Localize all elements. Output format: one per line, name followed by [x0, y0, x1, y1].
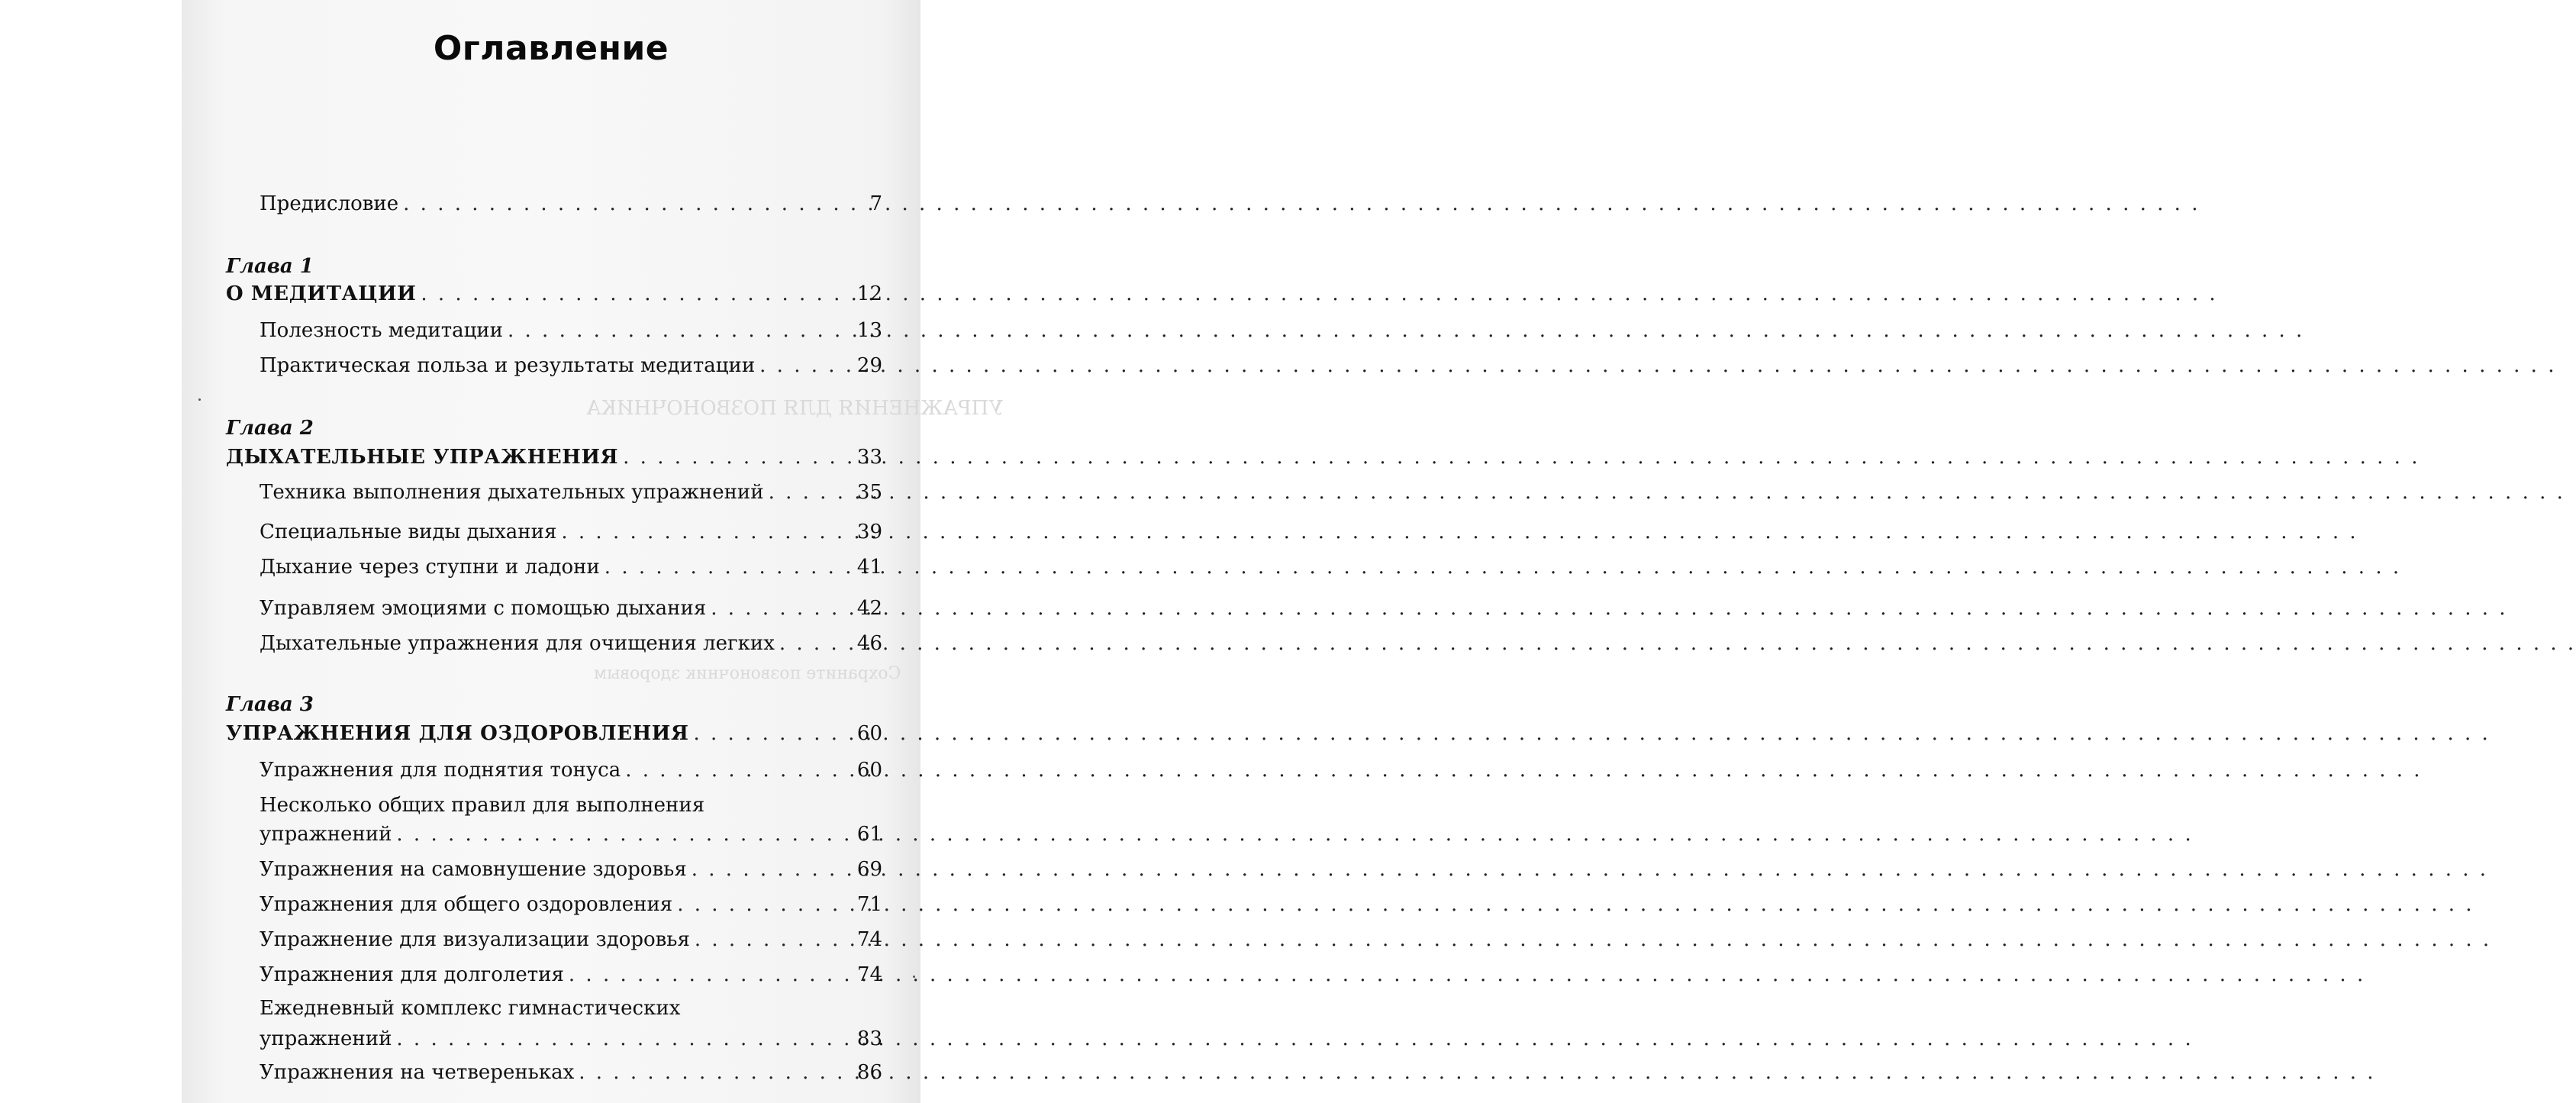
entry-page-number: 74: [856, 928, 882, 951]
chapter-title: ДЫХАТЕЛЬНЫЕ УПРАЖНЕНИЯ: [226, 446, 619, 469]
dot-leader: [692, 858, 853, 881]
dot-leader: [693, 722, 852, 745]
toc-entry[interactable]: [260, 823, 882, 846]
entry-label: Упражнения на самовнушение здоровья: [260, 858, 687, 881]
entry-page-number: 12: [856, 282, 882, 305]
entry-page-number: 74: [856, 963, 882, 986]
page-title: Оглавление: [433, 29, 669, 68]
entry-page-number: 7: [869, 192, 882, 215]
toc-entry-chapter-title[interactable]: [226, 446, 882, 469]
dot-leader: [396, 1027, 853, 1050]
toc-entry[interactable]: [260, 556, 882, 579]
toc-entry[interactable]: [260, 481, 882, 504]
chapter-heading: Глава 1: [226, 255, 314, 278]
chapter-heading: Глава 2: [226, 417, 314, 440]
dot-leader: [569, 963, 853, 986]
chapter-title: О МЕДИТАЦИИ: [226, 282, 417, 305]
entry-page-number: 42: [856, 597, 882, 620]
entry-page-number: 86: [856, 1061, 882, 1084]
entry-label: Упражнения для поднятия тонуса: [260, 759, 621, 782]
toc-entry[interactable]: [260, 928, 882, 951]
toc-entry[interactable]: [260, 1061, 882, 1084]
entry-label: Практическая польза и результаты медитации: [260, 354, 756, 377]
toc-entry[interactable]: [260, 354, 882, 377]
toc-entry[interactable]: [260, 759, 882, 782]
dot-leader: [561, 521, 853, 543]
toc-entry-preface[interactable]: [260, 192, 882, 215]
entry-label-line-1[interactable]: Несколько общих правил для выполнения: [260, 794, 705, 817]
dot-leader: [625, 759, 853, 782]
entry-label-line-2: упражнений: [260, 1027, 392, 1050]
book-page: [182, 0, 1004, 1103]
entry-page-number: 69: [856, 858, 882, 881]
toc-entry[interactable]: [260, 632, 882, 655]
entry-page-number: 35: [856, 481, 882, 504]
toc-entry[interactable]: [260, 319, 882, 342]
dot-leader: [677, 893, 853, 916]
toc-entry[interactable]: [260, 521, 882, 543]
entry-page-number: 41: [856, 556, 882, 579]
entry-label: Упражнения для долголетия: [260, 963, 564, 986]
entry-page-number: 13: [856, 319, 882, 342]
toc-entry-chapter-title[interactable]: [226, 282, 882, 305]
entry-label: Дыхание через ступни и ладони: [260, 556, 600, 579]
entry-label-line-1[interactable]: Ежедневный комплекс гимнастических: [260, 997, 681, 1020]
dot-leader: [508, 319, 853, 342]
bleed-through-text: УПРАЖНЕНИЯ ДЛЯ ПОЗВОНОЧНИКА: [586, 397, 1004, 420]
paper-speck: [198, 398, 201, 401]
entry-label: Дыхательные упражнения для очищения легких: [260, 632, 775, 655]
entry-page-number: 60: [856, 722, 882, 745]
entry-label: Полезность медитации: [260, 319, 503, 342]
dot-leader: [779, 632, 853, 655]
toc-entry[interactable]: [260, 1027, 882, 1050]
entry-label: Упражнения на четвереньках: [260, 1061, 575, 1084]
toc-entry[interactable]: [260, 597, 882, 620]
paper-speck: [913, 976, 915, 978]
toc-entry[interactable]: [260, 893, 882, 916]
entry-label: Специальные виды дыхания: [260, 521, 557, 543]
entry-page-number: 29: [856, 354, 882, 377]
dot-leader: [421, 282, 853, 305]
dot-leader: [769, 481, 853, 504]
dot-leader: [396, 823, 853, 846]
bleed-through-text: Сохраните позвоночник здоровым: [594, 664, 901, 683]
chapter-heading: Глава 3: [226, 693, 314, 716]
dot-leader: [623, 446, 853, 469]
entry-page-number: 61: [856, 823, 882, 846]
entry-label-line-2: упражнений: [260, 823, 392, 846]
dot-leader: [695, 928, 853, 951]
chapter-title: УПРАЖНЕНИЯ ДЛЯ ОЗДОРОВЛЕНИЯ: [226, 722, 689, 745]
toc-entry[interactable]: [260, 963, 882, 986]
toc-entry[interactable]: [260, 858, 882, 881]
entry-label: Техника выполнения дыхательных упражнений: [260, 481, 764, 504]
entry-page-number: 60: [856, 759, 882, 782]
dot-leader: [579, 1061, 853, 1084]
entry-page-number: 71: [856, 893, 882, 916]
dot-leader: [759, 354, 853, 377]
dot-leader: [605, 556, 853, 579]
dot-leader: [711, 597, 853, 620]
entry-label: Управляем эмоциями с помощью дыхания: [260, 597, 707, 620]
entry-label: Упражнение для визуализации здоровья: [260, 928, 690, 951]
entry-page-number: 39: [856, 521, 882, 543]
entry-page-number: 33: [856, 446, 882, 469]
entry-page-number: 46: [856, 632, 882, 655]
entry-label: Упражнения для общего оздоровления: [260, 893, 673, 916]
dot-leader: [403, 192, 865, 215]
entry-label: Предисловие: [260, 192, 399, 215]
entry-page-number: 83: [856, 1027, 882, 1050]
toc-entry-chapter-title[interactable]: [226, 722, 882, 745]
